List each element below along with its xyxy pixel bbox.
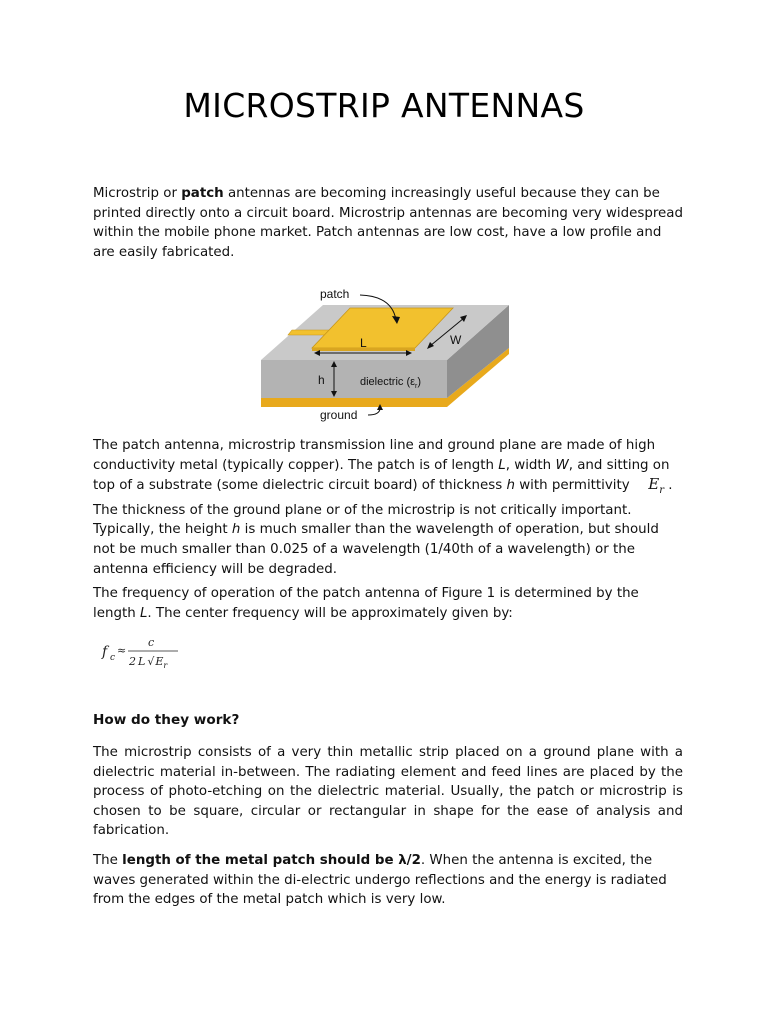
height-symbol: h [506, 478, 515, 494]
how-it-works-paragraph: The microstrip consists of a very thin metallic strip placed on a ground plane with a dielectric material in-between. The radiating element and feed lines are placed by the process of photo-etching on the dielectric material. Usually, the patch or microstrip is chosen to be square, circular or rectangular in shape for the ease of analysis and fabrication. [93, 745, 683, 839]
width-label: W [450, 333, 462, 347]
width-symbol: W [555, 457, 569, 473]
intro-text-2: antennas are becoming increasingly useful because they can be printed directly onto a circuit board. Microstrip antennas are becoming very widespread within the mobile phone market. Patch antennas are low cost, have a low profile and are easily fabricated. [93, 186, 683, 260]
dielectric-label: dielectric $(\varepsilon_r)$ [360, 376, 422, 390]
intro-paragraph [93, 184, 683, 262]
height-symbol-2: h [231, 522, 241, 538]
length-symbol: L [498, 457, 506, 473]
formula-approx: ≈ [117, 644, 127, 657]
patch-antenna-figure [250, 280, 520, 430]
ground-callout-label: ground [320, 408, 358, 422]
frequency-paragraph: The frequency of operation of the patch antenna of Figure 1 is determined by the length L. The center frequency will be approximately given by: [93, 586, 639, 621]
height-label: h [318, 373, 325, 387]
length-label: L [360, 336, 367, 350]
center-frequency-formula [100, 634, 210, 674]
formula-lhs-sub: c [110, 653, 116, 663]
intro-bold-patch: patch [181, 186, 224, 201]
length-symbol-2: L [139, 605, 148, 621]
patch-callout-label: patch [320, 287, 350, 301]
intro-text-1: Microstrip or [93, 186, 182, 201]
formula-denominator: 2 L $√E_r$ [129, 655, 168, 670]
formula-numerator: c [148, 636, 155, 649]
permittivity-symbol: $E_r$ [648, 475, 665, 497]
patch-length-paragraph: The length of the metal patch should be λ/2. When the antenna is excited, the waves generated within the di-electric undergo reflections and the energy is radiated from the edges of the metal patch which is very low. [93, 853, 667, 908]
section-heading: How do they work? [93, 712, 240, 728]
patch-length-bold: length of the metal patch should be λ/2 [122, 853, 421, 868]
description-paragraph: The patch antenna, microstrip transmission line and ground plane are made of high conductivity metal (typically copper). The patch is of length L, width W, and sitting on top of a substrate (some dielectric circuit board) of thickness h with permittivity $E_r$ . The thickness of the ground plane or of the microstrip is not critically important. Typically, the height h is much smaller than the wavelength of operation, but should not be much smaller than 0.025 of a wavelength (1/40th of a wavelength) or the antenna efficiency will be degraded. [93, 438, 673, 577]
formula-lhs: f [102, 644, 108, 660]
page-title: MICROSTRIP ANTENNAS [183, 86, 585, 125]
